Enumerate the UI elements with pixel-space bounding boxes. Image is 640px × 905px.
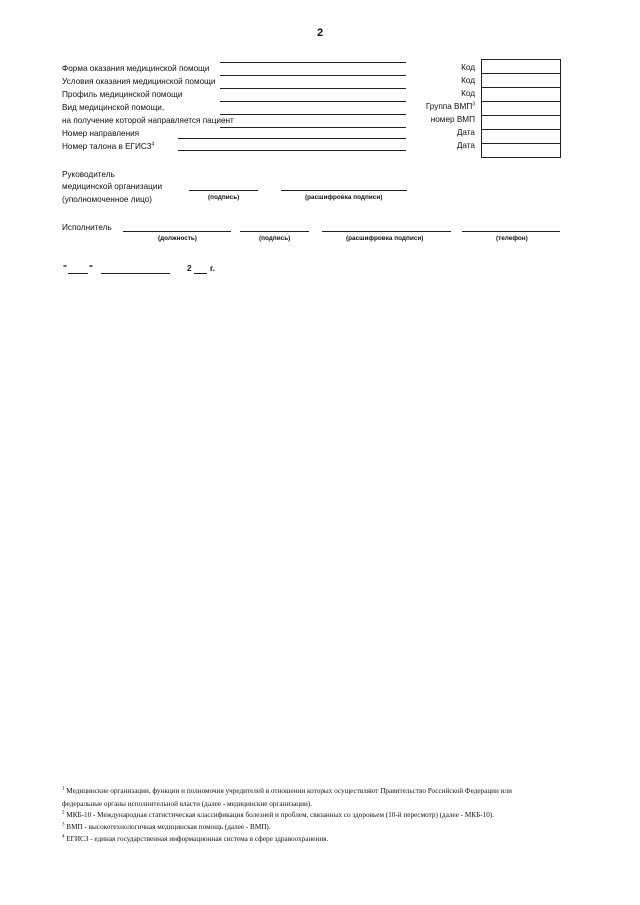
form-label-ticket-number: Номер талона в $ЕГИС3^4$ [62, 141, 155, 151]
ticket-number-field[interactable] [178, 150, 406, 151]
date-month-field[interactable] [101, 273, 170, 274]
date-day-field[interactable] [68, 273, 88, 274]
executor-phone-caption: (телефон) [496, 235, 528, 242]
care-form-field[interactable] [220, 62, 406, 63]
code-cell-2[interactable] [482, 74, 560, 88]
code-label-1: Код [461, 63, 475, 72]
vmp-number-cell[interactable] [482, 116, 560, 130]
executor-signature-field[interactable] [240, 231, 309, 232]
care-type-field-cont2[interactable] [220, 127, 406, 128]
footnote-1: $^1$ Медицинские организации, функции и полномочия учредителей в отношении которых осуществляют Правительство Российской Федерации или [62, 786, 512, 795]
care-type-field[interactable] [220, 101, 406, 102]
date-cell-2[interactable] [482, 144, 560, 157]
footnote-2: $^2$ МКБ-10 - Международная статистическая классификация болезней и проблем, связанных со здоровьем (10-й пересмотр) (далее - МКБ-10). [62, 810, 494, 819]
executor-signature-caption: (подпись) [259, 235, 291, 242]
date-label-2: Дата [456, 141, 475, 150]
head-label-line3: (уполномоченное лицо) [62, 195, 152, 204]
head-signature-caption: (подпись) [208, 194, 240, 201]
care-conditions-field[interactable] [220, 75, 406, 76]
code-cell-1[interactable] [482, 60, 560, 74]
executor-decoding-caption: (расшифровка подписи) [346, 235, 424, 242]
code-label-3: Код [461, 89, 475, 98]
referral-number-field[interactable] [178, 138, 406, 139]
head-label-line1: Руководитель [62, 170, 115, 179]
footnote-3: $^3$ ВМП - высокотехнологичная медицинская помощь (далее - ВМП). [62, 822, 271, 831]
footnote-4: $^4$ ЕГИСЗ - единая государственная информационная система в сфере здравоохранения. [62, 834, 329, 843]
date-year-field[interactable] [194, 273, 207, 274]
footnote-ref-4: 4 [151, 141, 155, 148]
date-open-quote: " [63, 264, 67, 273]
head-decoding-field[interactable] [281, 190, 407, 191]
form-label-referral-number: Номер направления [62, 129, 140, 138]
date-cell-1[interactable] [482, 130, 560, 144]
vmp-group-label: Группа ВМП$^3$ [425, 101, 475, 111]
vmp-number-label: номер ВМП [430, 115, 475, 124]
date-year-suffix: г. [210, 264, 215, 273]
executor-decoding-field[interactable] [322, 231, 451, 232]
head-signature-field[interactable] [189, 190, 258, 191]
form-label-care-profile: Профиль медицинской помощи [62, 90, 183, 99]
page-number: 2 [316, 27, 324, 39]
date-close-quote: " [89, 264, 93, 273]
form-label-care-form: Форма оказания медицинской помощи [62, 64, 210, 73]
form-label-care-type-cont: на получение которой направляется пациент [62, 116, 234, 125]
care-type-field-cont[interactable] [220, 114, 406, 115]
head-decoding-caption: (расшифровка подписи) [305, 194, 383, 201]
form-label-care-type: Вид медицинской помощи, [62, 103, 165, 112]
head-label-line2: медицинской организации [62, 182, 163, 191]
executor-label: Исполнитель [62, 223, 112, 232]
executor-phone-field[interactable] [462, 231, 560, 232]
footnote-ref-3: 3 [472, 101, 475, 108]
code-cell-3[interactable] [482, 88, 560, 102]
form-label-care-conditions: Условия оказания медицинской помощи [62, 77, 216, 86]
footnote-1-cont: федеральные органы исполнительной власти (далее - медицинские организации). [62, 800, 313, 808]
code-label-2: Код [461, 76, 475, 85]
care-profile-field[interactable] [220, 88, 406, 89]
executor-position-caption: (должность) [158, 235, 197, 242]
date-label-1: Дата [456, 128, 475, 137]
executor-position-field[interactable] [123, 231, 231, 232]
code-table [481, 59, 561, 158]
date-year-prefix: 2 [187, 264, 192, 273]
vmp-group-cell[interactable] [482, 102, 560, 116]
